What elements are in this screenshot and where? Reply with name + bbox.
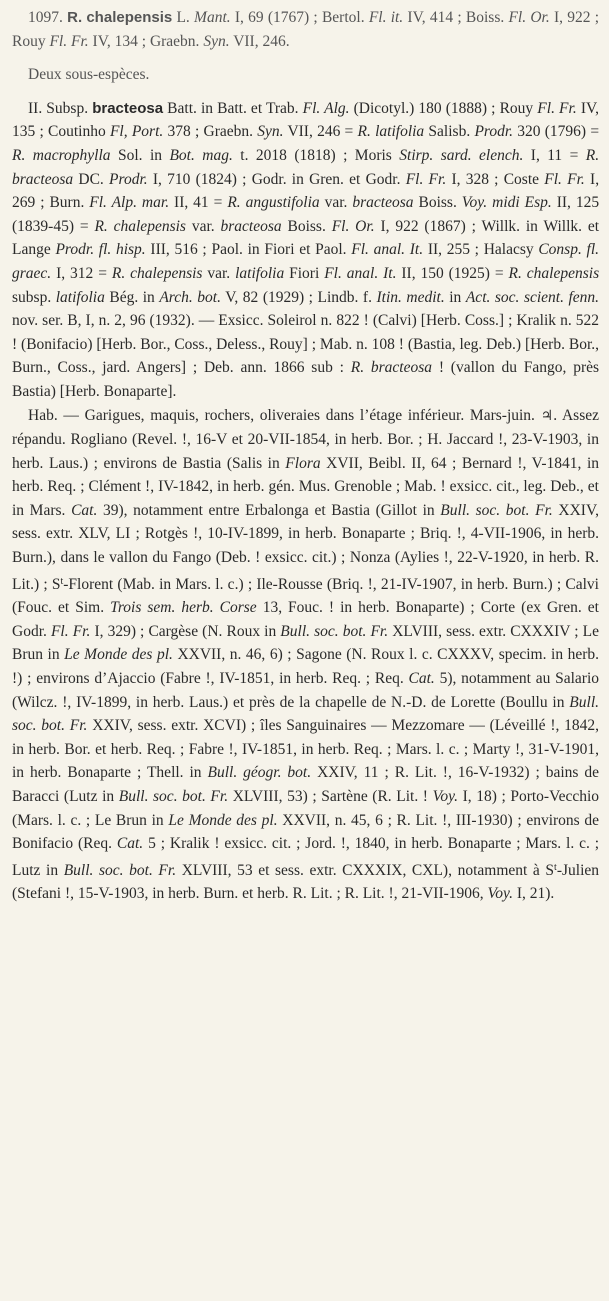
ref-title: Fl. Alg.	[302, 99, 350, 117]
taxon-name: R. angustifolia	[227, 194, 320, 212]
text-run: Sol. in	[117, 146, 163, 164]
ref-title: Fl. Alp. mar.	[89, 194, 170, 212]
text-run: subsp.	[12, 288, 52, 306]
text-run: I, 312 =	[56, 264, 107, 282]
ref-title: Fl. Fr.	[405, 170, 447, 188]
subspecies-synonymy-paragraph	[12, 97, 599, 404]
superscript: t	[554, 861, 557, 873]
text-run: XVII, Beibl. II, 64 ; Bernard !, V-1841, in herb. Req. ; Clément !, IV-1842, in herb. gén. Mus. Grenoble ; Mab. ! exsicc. cit., leg. Deb., et in Mars.	[12, 454, 600, 519]
ref-title: Fl. it.	[368, 9, 404, 26]
species-entry-paragraph	[12, 6, 599, 53]
ref-detail: I, 922 ; Rouy	[12, 9, 600, 50]
ref-title: Bull. soc. bot. Fr.	[440, 501, 553, 519]
text-run: I, 710 (1824) ; Godr. in Gren. et Godr.	[152, 170, 401, 188]
text-run: XXIV, sess. extr. XCVI) ; îles Sanguinaires — Mezzomare — (Léveillé !, 1842, in herb. Bor. et herb. Req. ; Fabre !, IV-1851, in herb. Req. ; Mars. l. c. ; Marty !, 31-V-1901, in herb. Bonaparte ; Thell. in	[12, 717, 600, 782]
ref-title: Flora	[285, 454, 321, 472]
text-run: Bég. in	[109, 288, 155, 306]
ref-title: Bull. soc. bot. Fr.	[63, 861, 177, 879]
text-run: -Florent (Mab. in Mars. l. c.) ; Ile-Rousse (Briq. !, 21-IV-1907, in herb. Burn.) ; Calvi (Fouc. et Sim.	[12, 575, 599, 617]
taxon-name: bracteosa	[352, 194, 414, 212]
text-run: DC.	[78, 170, 104, 188]
text-run: -Julien (Stefani !, 15-V-1903, in herb. Burn. et herb. R. Lit. ; R. Lit. !, 21-VII-1906,	[12, 861, 600, 903]
ref-title: Bot. mag.	[169, 146, 233, 164]
taxon-name: R. bracteosa	[350, 359, 433, 377]
ref-title: Bull. géogr. bot.	[207, 764, 312, 782]
text-run: 39), notamment entre Erbalonga et Bastia (Gillot in	[102, 501, 435, 519]
text-run: S	[545, 861, 555, 879]
text-run: 378 ; Graebn.	[167, 123, 253, 141]
text-run: var.	[191, 217, 215, 235]
subspecies-note: Deux sous-espèces.	[28, 66, 150, 84]
ref-title: Fl. Fr.	[544, 170, 585, 188]
text-run: (Dicotyl.) 180 (1888) ; Rouy	[353, 99, 534, 117]
text-run: Boiss.	[418, 194, 457, 212]
perennial-symbol: ♃	[540, 407, 554, 424]
text-run: 13, Fouc. ! in herb. Bonaparte) ; Corte (ex Gren. et Godr.	[12, 599, 599, 640]
text-run: I, 21).	[516, 885, 555, 903]
text-run: 5), notamment au Salario (Wilcz. !, IV-1899, in herb. Laus.) et près de la chapelle de N.-D. de Lorette (Boullu in	[12, 670, 600, 711]
ref-title: Fl. Or.	[331, 217, 375, 235]
taxon-name: R. chalepensis	[94, 217, 186, 235]
ref-title: Voy.	[432, 788, 458, 805]
text-run: XXIV, sess. extr. XLV, LI ; Rotgès !, 10-IV-1899, in herb. Bonaparte ; Briq. !, 4-VII-1906, in herb. Burn.), dans le vallon du Fango (Deb. ! exsicc. cit.) ; Nonza (Aylies !, 22-V-1920, in herb. R. Lit.) ;	[12, 501, 600, 593]
text-run: XXVII, n. 46, 6) ; Sagone (N. Roux l. c. CXXXV, specim. in herb. !) ; environs d’Ajaccio (Fabre !, IV-1851, in herb. Req. ; Req.	[12, 646, 600, 688]
genus-abbrev: R.	[67, 9, 83, 26]
ref-title: Fl. Fr.	[537, 99, 577, 117]
ref-title: Syn.	[257, 123, 284, 141]
subspecies-name: bracteosa	[92, 99, 164, 117]
text-run: I, 269 ; Burn.	[12, 170, 600, 212]
ref-title: Fl. anal. It.	[324, 264, 397, 282]
text-run: 320 (1796) =	[517, 123, 600, 141]
text-run: Boiss.	[287, 217, 326, 235]
superscript: t	[60, 575, 64, 587]
text-run: XXIV, 11 ; R. Lit. !, 16-V-1932) ; bains de Baracci (Lutz in	[12, 764, 600, 805]
taxon-name: R. macrophylla	[12, 146, 111, 164]
taxon-name: R. bracteosa	[12, 146, 600, 188]
entry-number: 1097.	[28, 9, 63, 26]
text-run: t. 2018 (1818) ; Moris	[240, 146, 392, 164]
ref-title: Fl, Port.	[109, 123, 164, 141]
text-run: S	[51, 575, 61, 593]
ref-title: Cat.	[408, 670, 435, 688]
text-run: II, 41 =	[174, 194, 223, 212]
ref-title: Consp. fl. graec.	[12, 241, 600, 282]
ref-title: Bull. soc. bot. Fr.	[12, 693, 600, 735]
text-run: Fiori	[289, 264, 320, 282]
taxon-name: bracteosa	[220, 217, 282, 235]
text-run: XLVIII, 53) ; Sartène (R. Lit. !	[232, 788, 428, 805]
ref-title: Syn.	[203, 32, 230, 50]
text-run: nov. ser. B, I, n. 2, 96 (1932). — Exsicc. Soleirol n. 822 ! (Calvi) [Herb. Coss.] ; Kralik n. 522 ! (Bonifacio) [Herb. Bor., Coss., Deless., Rouy] ; Mab. n. 108 ! (Bastia, leg. Deb.) [Herb. Bor., Burn., Coss., jard. Angers] ; Deb. ann. 1866 sub :	[12, 312, 599, 377]
text-run: XLVIII, 53 et sess. extr. CXXXIX, CXL), notamment à	[181, 861, 540, 879]
ref-title: Fl. Fr.	[50, 622, 91, 640]
text-run: ! (vallon du Fango, près Bastia) [Herb. Bonaparte].	[12, 359, 600, 400]
ref-title: Stirp. sard. elench.	[399, 146, 524, 164]
ref-title: Itin. medit.	[376, 288, 445, 306]
ref-title: Fl. Fr.	[49, 32, 89, 50]
text-run: in	[449, 288, 462, 306]
ref-title: Prodr.	[109, 170, 148, 188]
text-run: XLVIII, sess. extr. CXXXIV ; Le Brun in	[12, 622, 600, 664]
text-run: I, 11 =	[530, 146, 579, 164]
ref-title: Bull. soc. bot. Fr.	[280, 622, 389, 640]
ref-title: Arch. bot.	[159, 288, 221, 306]
ref-title: Voy.	[487, 885, 513, 903]
ref-title: Le Monde des pl.	[64, 646, 173, 664]
ref-title: Bull. soc. bot. Fr.	[118, 788, 229, 805]
text-run: V, 82 (1929) ; Lindb. f.	[225, 288, 372, 306]
ref-title: Le Monde des pl.	[168, 811, 278, 829]
ref-title: Prodr.	[474, 123, 514, 141]
text-run: I, 329) ; Cargèse (N. Roux in	[94, 622, 277, 640]
taxon-name: R. latifolia	[357, 123, 425, 141]
text-run: XXVII, n. 45, 6 ; R. Lit. !, III-1930) ; environs de Bonifacio (Req.	[12, 811, 600, 853]
species-name: chalepensis	[86, 9, 173, 26]
ref-title: Prodr. fl. hisp.	[55, 241, 146, 259]
text-run: II, 125 (1839-45) =	[12, 194, 600, 235]
text-run: II, 150 (1925) =	[401, 264, 504, 282]
species-entry-header	[12, 6, 599, 87]
text-run: VII, 246 =	[287, 123, 354, 141]
text-run: var.	[207, 264, 231, 282]
ref-title: Mant.	[194, 9, 231, 26]
subspecies-section	[12, 97, 599, 906]
text-run: I, 922 (1867) ; Willk. in Willk. et Lange	[12, 217, 600, 259]
taxon-name: latifolia	[55, 288, 105, 306]
species-author: L.	[176, 9, 190, 26]
subspecies-label: II. Subsp.	[28, 99, 89, 117]
habitat-paragraph	[12, 404, 599, 906]
ref-title: Voy. midi Esp.	[461, 194, 552, 212]
ref-title: Fl. Or.	[508, 9, 550, 26]
text-run: var.	[324, 194, 348, 212]
taxon-name: R. chalepensis	[111, 264, 203, 282]
ref-detail: VII, 246.	[233, 32, 290, 50]
text-run: I, 328 ; Coste	[451, 170, 540, 188]
taxon-name: latifolia	[235, 264, 285, 282]
ref-title: Act. soc. scient. fenn.	[465, 288, 600, 306]
ref-title: Cat.	[116, 835, 144, 853]
text-run: III, 516 ; Paol. in Fiori et Paol.	[150, 241, 347, 259]
text-run: IV, 135 ; Coutinho	[12, 99, 600, 141]
text-run: Salisb.	[428, 123, 471, 141]
ref-detail: IV, 134 ; Graebn.	[92, 32, 200, 50]
ref-detail: IV, 414 ; Boiss.	[407, 9, 505, 26]
text-run: I, 18) ; Porto-Vecchio (Mars. l. c. ; Le Brun in	[12, 788, 600, 829]
ref-title: Fl. anal. It.	[351, 241, 424, 259]
text-run: II, 255 ; Halacsy	[427, 241, 534, 259]
taxon-name: R. chalepensis	[508, 264, 600, 282]
text-run: Batt. in Batt. et Trab.	[167, 99, 299, 117]
text-run: . Assez répandu. Rogliano (Revel. !, 16-V et 20-VII-1854, in herb. Bor. ; H. Jaccard !, 23-V-1903, in herb. Laus.) ; environs de Bastia (Salis in	[12, 406, 599, 472]
text-run: Hab. — Garigues, maquis, rochers, oliveraies dans l’étage inférieur. Mars-juin.	[28, 406, 535, 424]
ref-detail: I, 69 (1767) ; Bertol.	[234, 9, 365, 26]
text-run: 5 ; Kralik ! exsicc. cit. ; Jord. !, 1840, in herb. Bonaparte ; Mars. l. c. ; Lutz in	[12, 835, 600, 879]
ref-title: Trois sem. herb. Corse	[110, 599, 257, 617]
ref-title: Cat.	[71, 501, 98, 519]
